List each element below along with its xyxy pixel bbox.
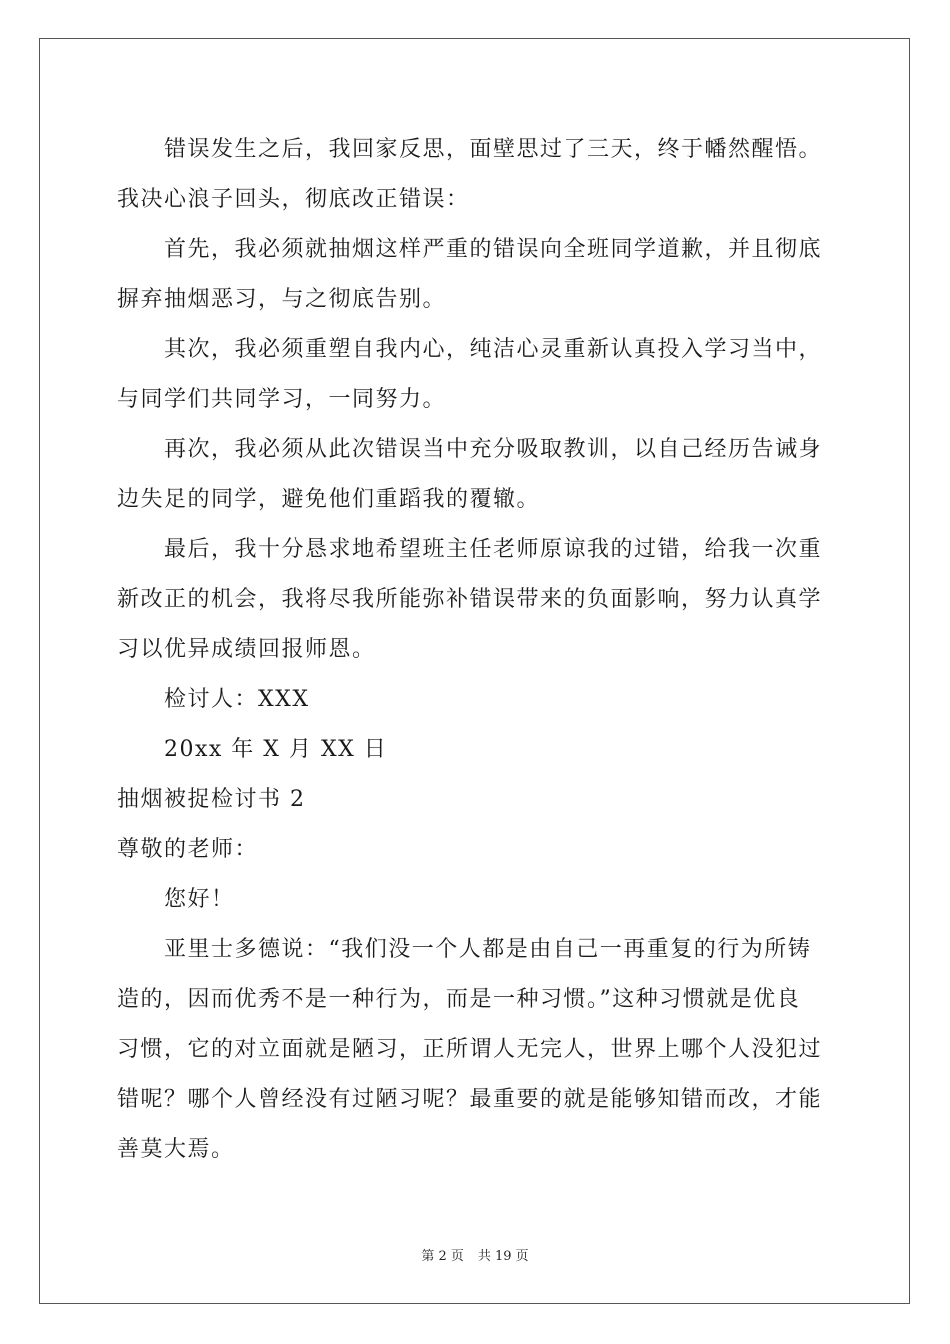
text-line: 造的，因而优秀不是一种行为，而是一种习惯。”这种习惯就是优良 [117,987,801,1012]
text-line: 再次，我必须从此次错误当中充分吸取教训，以自己经历告诫身 [164,437,823,462]
text-line: 与同学们共同学习，一同努力。 [117,387,447,412]
text-line: 其次，我必须重塑自我内心，纯洁心灵重新认真投入学习当中， [164,337,823,362]
text-line: 错呢？哪个人曾经没有过陋习呢？最重要的就是能够知错而改，才能 [117,1087,823,1112]
text-line: 边失足的同学，避免他们重蹈我的覆辙。 [117,487,541,512]
text-line: 错误发生之后，我回家反思，面壁思过了三天，终于幡然醒悟。 [164,137,823,162]
text-line: 我决心浪子回头，彻底改正错误： [117,187,470,212]
text-line: 新改正的机会，我将尽我所能弥补错误带来的负面影响，努力认真学 [117,587,823,612]
text-line: 习惯，它的对立面就是陋习，正所谓人无完人，世界上哪个人没犯过 [117,1037,823,1062]
signature-line: 检讨人：XXX [164,687,310,712]
text-line: 首先，我必须就抽烟这样严重的错误向全班同学道歉，并且彻底 [164,237,823,262]
page-total: 共 19 页 [477,1249,529,1264]
text-line: 最后，我十分恳求地希望班主任老师原谅我的过错，给我一次重 [164,537,823,562]
document-body [117,125,837,1175]
salutation: 尊敬的老师： [117,837,259,862]
text-line: 亚里士多德说：“我们没一个人都是由自己一再重复的行为所铸 [164,937,812,962]
greeting: 您好！ [164,887,235,912]
page-number: 第 2 页 [421,1249,464,1264]
text-line: 习以优异成绩回报师恩。 [117,637,376,662]
page-footer [0,1245,950,1264]
text-line: 摒弃抽烟恶习，与之彻底告别。 [117,287,447,312]
date-line: 20xx 年 X 月 XX 日 [164,737,388,762]
text-line: 善莫大焉。 [117,1137,235,1162]
section-title: 抽烟被捉检讨书 2 [117,787,306,812]
